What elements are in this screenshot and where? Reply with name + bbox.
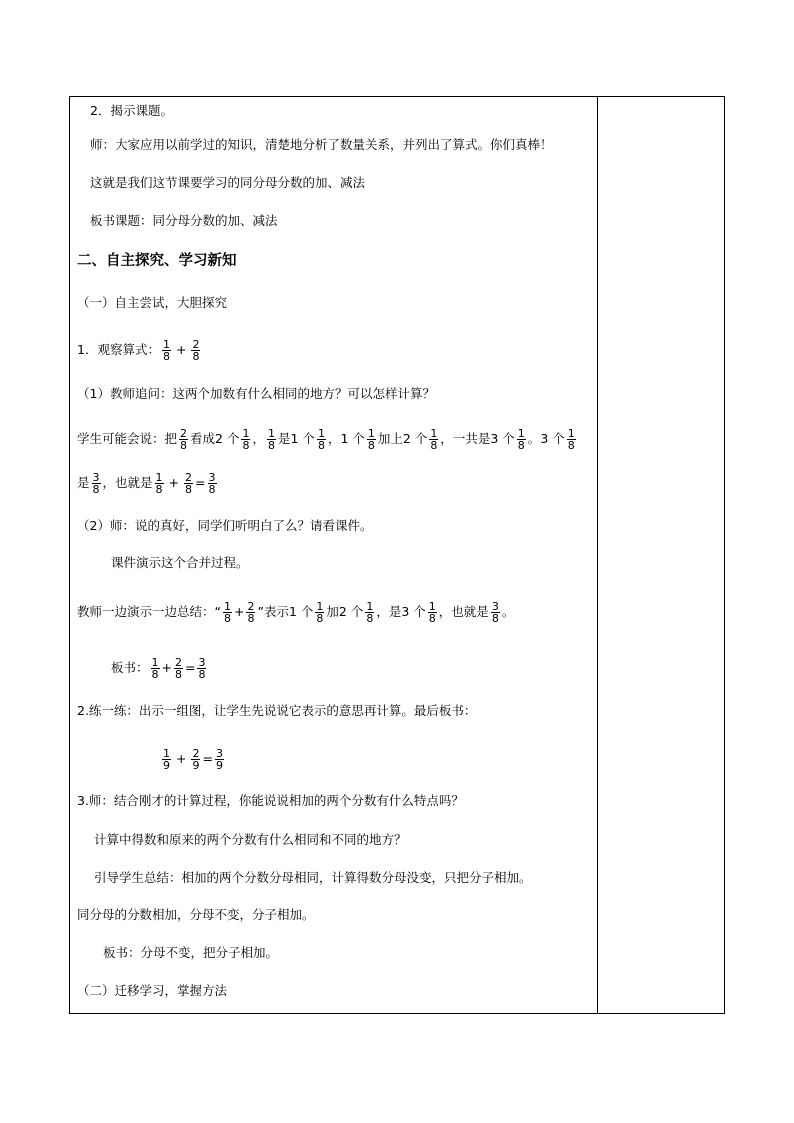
denominator: 8 [366, 612, 374, 625]
fraction [191, 339, 200, 362]
numerator: 1 [162, 338, 170, 351]
text-line: 引导学生总结：相加的两个分数分母相同，计算得数分母没变，只把分子相加。 [94, 870, 532, 885]
denominator: 8 [180, 439, 188, 452]
denominator: 8 [175, 668, 182, 681]
plus-sign: + [176, 751, 187, 766]
numerator: 3 [208, 471, 216, 484]
numerator: 3 [491, 600, 499, 613]
denominator: 8 [242, 439, 250, 452]
denominator: 8 [317, 439, 325, 452]
numerator: 3 [198, 656, 206, 669]
text-fragment: 1 个 [288, 604, 314, 619]
denominator: 8 [92, 483, 100, 496]
text-fragment: 加上 [377, 431, 403, 446]
text-fragment: 3 个 [540, 431, 565, 446]
numerator: 1 [567, 427, 575, 440]
denominator: 8 [162, 350, 170, 363]
numerator: 1 [316, 600, 324, 613]
text-fragment: ， [252, 431, 265, 446]
numerator: 1 [428, 600, 436, 613]
denominator: 8 [247, 612, 255, 625]
denominator: 8 [198, 668, 206, 681]
text-line: 3.师：结合刚才的计算过程，你能说说相加的两个分数有什么特点吗？ [77, 793, 464, 808]
numerator: 1 [517, 427, 525, 440]
formula-line [160, 748, 226, 771]
text-fragment: ，也就是 [102, 475, 153, 490]
text-line: （2）师：说的真好，同学们听明白了么？请看课件。 [77, 518, 373, 533]
column-divider [597, 97, 598, 1013]
text-line: （二）迁移学习，掌握方法 [77, 983, 228, 998]
text-fragment: 。 [527, 431, 541, 446]
fraction [179, 428, 188, 451]
section-heading: 二、自主探究、学习新知 [77, 253, 237, 269]
fraction [567, 428, 576, 451]
text-fragment: 看成 [190, 431, 216, 446]
denominator: 8 [567, 439, 575, 452]
text-fragment: ， [327, 431, 341, 446]
denominator: 8 [185, 483, 193, 496]
denominator: 8 [151, 668, 159, 681]
text-fragment: 2 个 [402, 431, 428, 446]
numerator: 2 [185, 471, 193, 484]
fraction [174, 657, 183, 680]
denominator: 8 [267, 439, 275, 452]
text-line: 计算中得数和原来的两个分数有什么相同和不同的地方？ [94, 832, 407, 847]
numerator: 1 [242, 427, 250, 440]
fraction [215, 748, 224, 771]
text-fragment: 是 [77, 475, 90, 490]
fraction [517, 428, 526, 451]
denominator: 8 [517, 439, 525, 452]
text-line: （一）自主尝试，大胆探究 [77, 295, 228, 310]
numerator: 1 [163, 747, 170, 760]
numerator: 3 [215, 747, 223, 760]
formula-line [77, 339, 202, 362]
numerator: 1 [430, 427, 438, 440]
fraction [246, 601, 255, 624]
text-fragment: 加 [326, 604, 339, 619]
text-fragment: ，是 [376, 604, 402, 619]
plus-sign: + [161, 660, 172, 675]
text-line: 板书课题：同分母分数的加、减法 [90, 213, 278, 228]
plus-sign: + [168, 475, 180, 490]
fraction [315, 601, 324, 624]
text-line: 2．揭示课题。 [90, 103, 173, 118]
formula-line [77, 601, 514, 624]
text-fragment: 学生可能会说：把 [77, 431, 178, 446]
formula-line [77, 428, 578, 451]
denominator: 8 [192, 350, 200, 363]
fraction [155, 472, 164, 495]
numerator: 1 [267, 427, 275, 440]
text-line: 师：大家应用以前学过的知识，清楚地分析了数量关系，并列出了算式。你们真棒！ [90, 137, 553, 152]
numerator: 2 [247, 600, 255, 613]
numerator: 2 [192, 747, 200, 760]
text-fragment: 1 个 [290, 431, 315, 446]
text-line: 这就是我们这节课要学习的同分母分数的加、减法 [90, 175, 366, 190]
text-fragment: 是 [277, 431, 291, 446]
fraction [197, 657, 206, 680]
denominator: 8 [367, 439, 375, 452]
fraction [184, 472, 193, 495]
fraction [191, 748, 200, 771]
equals-sign: = [195, 475, 206, 490]
fraction [208, 472, 217, 495]
numerator: 2 [180, 427, 188, 440]
denominator: 9 [192, 759, 200, 772]
text-line: 课件演示这个合并过程。 [111, 555, 249, 570]
text-line: 板书：分母不变，把分子相加。 [103, 945, 279, 960]
text-fragment: 2 个 [215, 431, 240, 446]
fraction [267, 428, 276, 451]
denominator: 9 [163, 759, 170, 772]
denominator: 8 [430, 439, 438, 452]
numerator: 3 [92, 471, 100, 484]
plus-sign: + [233, 604, 245, 619]
fraction [162, 748, 171, 771]
formula-line [111, 657, 208, 680]
fraction [367, 428, 376, 451]
denominator: 8 [316, 612, 324, 625]
text-fragment: 。 [501, 604, 515, 619]
numerator: 2 [192, 338, 200, 351]
text-line: 同分母的分数相加，分母不变，分子相加。 [77, 907, 315, 922]
text-fragment: ，也就是 [438, 604, 489, 619]
numerator: 1 [223, 600, 231, 613]
denominator: 8 [208, 483, 216, 496]
numerator: 1 [151, 656, 159, 669]
text-fragment: 2 个 [338, 604, 364, 619]
numerator: 2 [175, 656, 182, 669]
fraction [223, 601, 232, 624]
text-fragment: 1 个 [340, 431, 365, 446]
equals-sign: = [185, 660, 196, 675]
formula-line [77, 472, 219, 495]
text-fragment: 教师一边演示一边总结：“ [77, 604, 221, 619]
fraction [365, 601, 374, 624]
fraction [92, 472, 101, 495]
denominator: 8 [155, 483, 163, 496]
text-fragment: 1．观察算式： [77, 342, 160, 357]
numerator: 1 [367, 427, 375, 440]
fraction [162, 339, 171, 362]
text-fragment: ”表示 [257, 604, 289, 619]
equals-sign: = [202, 751, 213, 766]
fraction [241, 428, 250, 451]
denominator: 8 [223, 612, 231, 625]
numerator: 1 [155, 471, 163, 484]
denominator: 8 [428, 612, 436, 625]
text-fragment: 3 个 [401, 604, 426, 619]
text-fragment: 板书： [111, 660, 149, 675]
fraction [491, 601, 500, 624]
numerator: 1 [317, 427, 325, 440]
text-line: （1）教师追问：这两个加数有什么相同的地方？可以怎样计算？ [77, 386, 435, 401]
fraction [317, 428, 326, 451]
plus-sign: + [175, 342, 187, 357]
fraction [429, 428, 438, 451]
denominator: 9 [215, 759, 223, 772]
fraction [428, 601, 437, 624]
numerator: 1 [366, 600, 374, 613]
fraction [151, 657, 160, 680]
denominator: 8 [491, 612, 499, 625]
text-fragment: 3 个 [490, 431, 515, 446]
text-fragment: ，一共是 [440, 431, 491, 446]
text-line: 2.练一练：出示一组图，让学生先说说它表示的意思再计算。最后板书： [77, 703, 477, 718]
